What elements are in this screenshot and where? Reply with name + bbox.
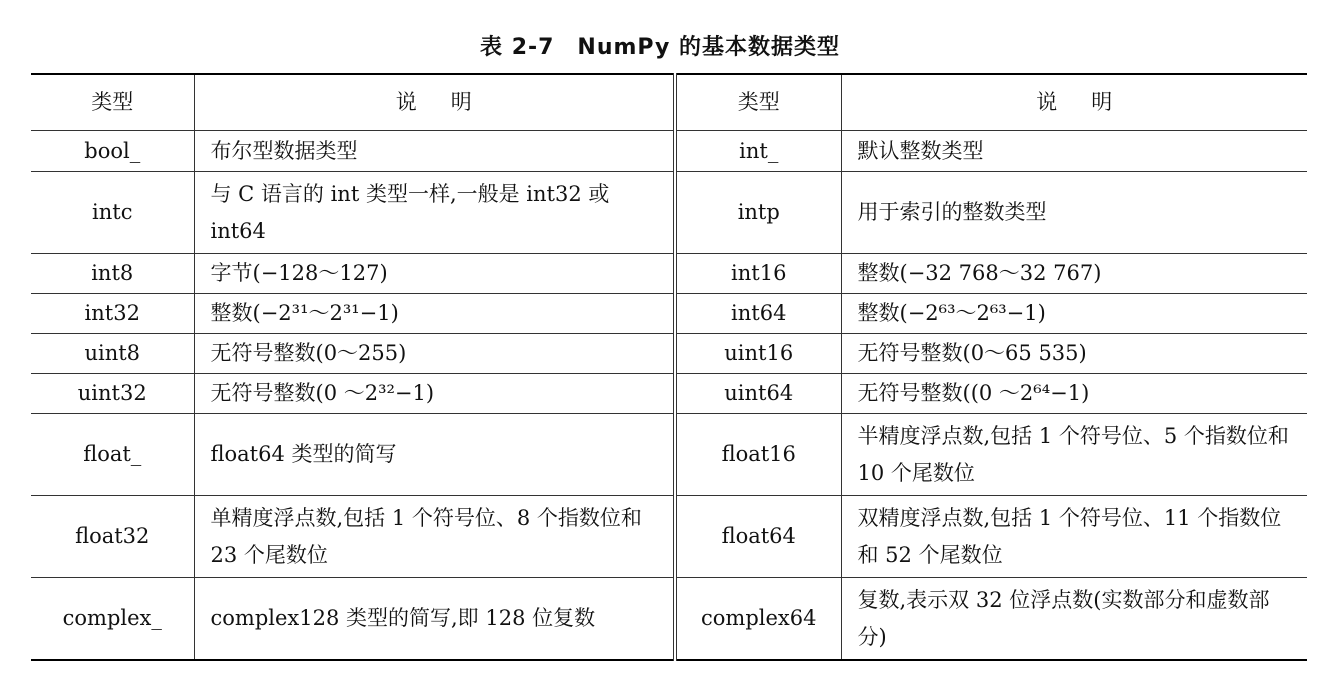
- desc-cell: 双精度浮点数,包括 1 个符号位、11 个指数位和 52 个尾数位: [841, 496, 1307, 578]
- desc-cell: 无符号整数(0～255): [194, 334, 675, 374]
- table-row: [31, 172, 1307, 254]
- desc-cell: 默认整数类型: [841, 131, 1307, 172]
- desc-cell: 用于索引的整数类型: [841, 172, 1307, 254]
- header-type-right: 类型: [675, 74, 841, 131]
- desc-cell: 布尔型数据类型: [194, 131, 675, 172]
- type-cell: float64: [675, 496, 841, 578]
- numpy-types-table: [31, 73, 1307, 661]
- desc-cell: 无符号整数(0 ～2³²−1): [194, 374, 675, 414]
- type-cell: int8: [31, 254, 194, 294]
- desc-cell: 整数(−32 768～32 767): [841, 254, 1307, 294]
- header-type-left: 类型: [31, 74, 194, 131]
- type-cell: bool_: [31, 131, 194, 172]
- desc-cell: 整数(−2³¹～2³¹−1): [194, 294, 675, 334]
- type-cell: uint64: [675, 374, 841, 414]
- desc-cell: 整数(−2⁶³～2⁶³−1): [841, 294, 1307, 334]
- desc-cell: complex128 类型的简写,即 128 位复数: [194, 578, 675, 661]
- type-cell: uint16: [675, 334, 841, 374]
- type-cell: uint32: [31, 374, 194, 414]
- table-row: [31, 131, 1307, 172]
- table-row: [31, 374, 1307, 414]
- type-cell: float16: [675, 414, 841, 496]
- type-cell: int_: [675, 131, 841, 172]
- table-row: [31, 334, 1307, 374]
- type-cell: int64: [675, 294, 841, 334]
- type-cell: int16: [675, 254, 841, 294]
- header-desc-right: 说明: [841, 74, 1307, 131]
- table-caption: 表 2-7 NumPy 的基本数据类型: [480, 35, 840, 60]
- desc-cell: 无符号整数((0 ～2⁶⁴−1): [841, 374, 1307, 414]
- desc-cell: 单精度浮点数,包括 1 个符号位、8 个指数位和 23 个尾数位: [194, 496, 675, 578]
- type-cell: intp: [675, 172, 841, 254]
- table-row: [31, 578, 1307, 661]
- table-row: [31, 414, 1307, 496]
- type-cell: complex64: [675, 578, 841, 661]
- desc-cell: 复数,表示双 32 位浮点数(实数部分和虚数部分): [841, 578, 1307, 661]
- desc-cell: 无符号整数(0～65 535): [841, 334, 1307, 374]
- table-row: [31, 496, 1307, 578]
- type-cell: int32: [31, 294, 194, 334]
- table-row: [31, 294, 1307, 334]
- desc-cell: float64 类型的简写: [194, 414, 675, 496]
- type-cell: float_: [31, 414, 194, 496]
- table-header-row: [31, 74, 1307, 131]
- type-cell: complex_: [31, 578, 194, 661]
- header-desc-left: 说明: [194, 74, 675, 131]
- type-cell: uint8: [31, 334, 194, 374]
- desc-cell: 字节(−128～127): [194, 254, 675, 294]
- type-cell: intc: [31, 172, 194, 254]
- table-row: [31, 254, 1307, 294]
- type-cell: float32: [31, 496, 194, 578]
- desc-cell: 与 C 语言的 int 类型一样,一般是 int32 或 int64: [194, 172, 675, 254]
- desc-cell: 半精度浮点数,包括 1 个符号位、5 个指数位和 10 个尾数位: [841, 414, 1307, 496]
